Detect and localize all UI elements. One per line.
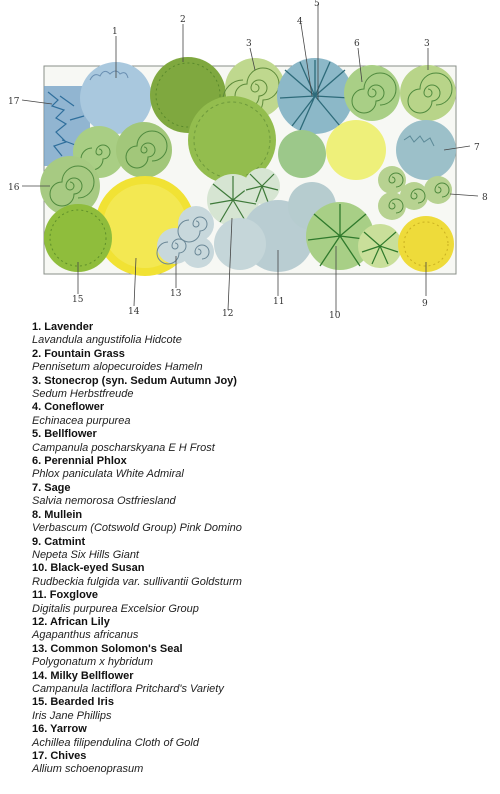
legend-item: [32, 482, 492, 509]
legend-common-name: 12. African Lily: [32, 615, 110, 628]
legend-item: [32, 375, 492, 402]
legend-botanical-name: Polygonatum x hybridum: [32, 656, 154, 669]
plant-legend: [32, 321, 492, 777]
callout-3: 3: [246, 39, 252, 49]
callout-10: 10: [329, 311, 341, 320]
legend-item: [32, 428, 492, 455]
plant-7-sage: [396, 120, 456, 180]
legend-common-name: 11. Foxglove: [32, 589, 99, 602]
callout-5: 5: [314, 0, 320, 9]
legend-botanical-name: Sedum Herbstfreude: [32, 388, 134, 401]
planting-plan-diagram: [0, 0, 500, 320]
legend-item: [32, 321, 492, 348]
plant-3-stonecrop-right: [400, 65, 456, 121]
legend-botanical-name: Campanula lactiflora Pritchard's Variety: [32, 682, 224, 695]
legend-item: [32, 643, 492, 670]
callout-16: 16: [8, 183, 20, 193]
legend-botanical-name: Iris Jane Phillips: [32, 709, 112, 722]
legend-common-name: 9. Catmint: [32, 535, 86, 548]
legend-botanical-name: Agapanthus africanus: [32, 629, 139, 642]
plant-5-bellflower: [326, 120, 386, 180]
legend-item: [32, 750, 492, 777]
legend-item: [32, 455, 492, 482]
legend-common-name: 8. Mullein: [32, 508, 83, 521]
legend-common-name: 13. Common Solomon's Seal: [32, 642, 183, 655]
callout-6: 6: [354, 39, 360, 49]
callout-3-right: 3: [424, 39, 430, 49]
legend-item: [32, 589, 492, 616]
legend-item: [32, 536, 492, 563]
legend-botanical-name: Campanula poscharskyana E H Frost: [32, 441, 215, 454]
callout-15: 15: [72, 295, 84, 305]
callout-13: 13: [170, 289, 182, 299]
callout-9: 9: [422, 299, 428, 309]
legend-common-name: 10. Black-eyed Susan: [32, 562, 145, 575]
legend-item: [32, 348, 492, 375]
legend-common-name: 1. Lavender: [32, 321, 94, 333]
callout-1: 1: [112, 27, 118, 37]
legend-common-name: 6. Perennial Phlox: [32, 455, 127, 468]
legend-common-name: 2. Fountain Grass: [32, 347, 125, 360]
legend-item: [32, 616, 492, 643]
callout-7: 7: [474, 143, 480, 153]
legend-item: [32, 696, 492, 723]
legend-botanical-name: Achillea filipendulina Cloth of Gold: [32, 736, 199, 749]
legend-botanical-name: Verbascum (Cotswold Group) Pink Domino: [32, 522, 242, 535]
legend-common-name: 3. Stonecrop (syn. Sedum Autumn Joy): [32, 374, 237, 387]
legend-common-name: 7. Sage: [32, 481, 71, 494]
legend-common-name: 5. Bellflower: [32, 428, 97, 441]
legend-botanical-name: Rudbeckia fulgida var. sullivantii Goldsturm: [32, 575, 242, 588]
plant-4-coneflower: [277, 58, 353, 134]
legend-botanical-name: Phlox paniculata White Admiral: [32, 468, 184, 481]
legend-botanical-name: Pennisetum alopecuroides Hameln: [32, 361, 203, 374]
legend-item: [32, 723, 492, 750]
legend-item: [32, 670, 492, 697]
legend-item: [32, 401, 492, 428]
plant-15-bearded-iris: [44, 204, 112, 272]
legend-item: [32, 509, 492, 536]
legend-botanical-name: Lavandula angustifolia Hidcote: [32, 334, 182, 347]
legend-common-name: 15. Bearded Iris: [32, 696, 114, 709]
legend-common-name: 16. Yarrow: [32, 723, 87, 736]
legend-common-name: 17. Chives: [32, 750, 87, 762]
plant-4-small-green: [278, 130, 326, 178]
legend-item: [32, 562, 492, 589]
callout-4: 4: [297, 17, 303, 27]
legend-botanical-name: Nepeta Six Hills Giant: [32, 548, 139, 561]
legend-common-name: 14. Milky Bellflower: [32, 669, 134, 682]
legend-common-name: 4. Coneflower: [32, 401, 105, 414]
callout-14: 14: [128, 307, 140, 317]
callout-17: 17: [8, 97, 20, 107]
legend-botanical-name: Echinacea purpurea: [32, 414, 131, 427]
legend-botanical-name: Allium schoenoprasum: [32, 763, 144, 776]
legend-botanical-name: Salvia nemorosa Ostfriesland: [32, 495, 176, 508]
plant-6-perennial-phlox: [344, 65, 400, 121]
legend-botanical-name: Digitalis purpurea Excelsior Group: [32, 602, 199, 615]
callout-2: 2: [180, 15, 186, 25]
callout-11: 11: [273, 297, 285, 307]
callout-8: 8: [482, 193, 488, 203]
callout-12: 12: [222, 309, 234, 319]
